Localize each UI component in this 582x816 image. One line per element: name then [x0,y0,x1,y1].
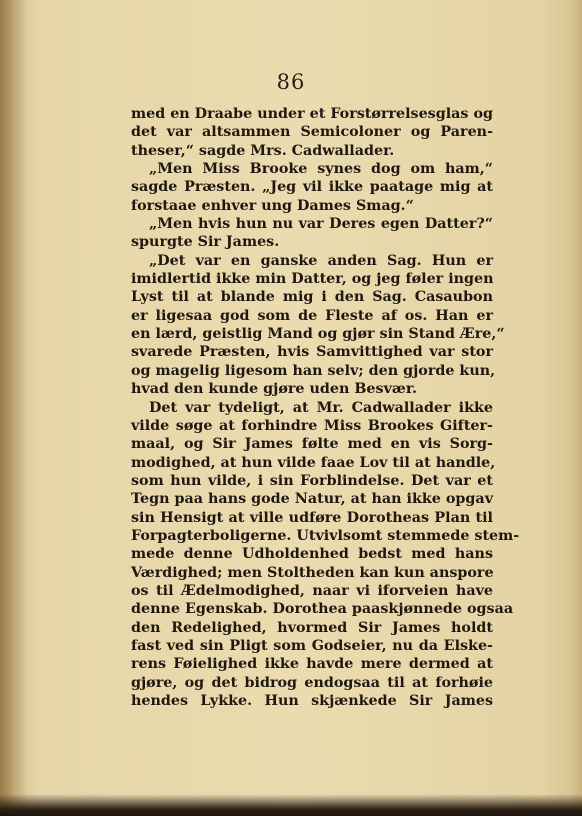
text-line: og magelig ligesom han selv; den gjorde kun, [131,362,496,379]
body-text [131,105,520,710]
text-line: theser,“ sagde Mrs. Cadwallader. [131,142,395,159]
text-line: mede denne Udholdenhed bedst med hans [131,546,493,563]
text-line: hendes Lykke. Hun skjænkede Sir James [131,693,493,709]
text-line: imidlertid ikke min Datter, og jeg føler ingen [131,271,494,288]
text-line: er ligesaa god som de Fleste af os. Han er [131,307,493,324]
text-line: en lærd, geistlig Mand og gjør sin Stand Ære,“ [131,326,505,343]
text-line: fast ved sin Pligt som Godseier, nu da Elske- [131,637,493,654]
text-line: modighed, at hun vilde faae Lov til at handle, [131,454,496,471]
text-line: „Men Miss Brooke synes dog om ham,“ [149,161,493,178]
text-line: vilde søge at forhindre Miss Brookes Gifter- [131,417,493,434]
text-line: som hun vilde, i sin Forblindelse. Det var et [131,472,493,489]
text-line: sin Hensigt at ville udføre Dorotheas Plan til [131,509,493,526]
text-line: det var altsammen Semicoloner og Paren- [131,124,493,141]
text-line: „Men hvis hun nu var Deres egen Datter?“ [149,216,493,233]
text-line: Lyst til at blande mig i den Sag. Casaubon [131,289,493,306]
text-line: Forpagterboligerne. Utvivlsomt stemmede stem- [131,527,520,544]
text-line: den Redelighed, hvormed Sir James holdt [131,619,493,636]
page-bottom-edge [0,794,582,816]
text-line: svarede Præsten, hvis Samvittighed var stor [131,344,493,361]
text-line: os til Ædelmodighed, naar vi iforveien have [131,582,493,599]
text-line: Tegn paa hans gode Natur, at han ikke opgav [131,491,493,508]
text-line: spurgte Sir James. [131,234,280,251]
text-line: Det var tydeligt, at Mr. Cadwallader ikke [149,399,493,416]
text-line: hvad den kunde gjøre uden Besvær. [131,381,418,398]
page-number: 86 [276,70,306,94]
text-line: rens Føielighed ikke havde mere dermed at [131,656,493,673]
text-line: forstaae enhver ung Dames Smag.“ [131,197,414,214]
text-line: Værdighed; men Stoltheden kan kun anspore [131,564,494,581]
text-line: gjøre, og det bidrog endogsaa til at forhøie [131,674,493,691]
gutter-shadow [0,0,28,816]
text-line: sagde Præsten. „Jeg vil ikke paatage mig at [131,179,493,196]
text-line: maal, og Sir James følte med en vis Sorg- [131,436,493,453]
text-line: denne Egenskab. Dorothea paaskjønnede ogsaa [131,601,514,618]
text-line: med en Draabe under et Forstørrelsesglas og [131,106,493,122]
text-line: „Det var en ganske anden Sag. Hun er [149,252,493,269]
